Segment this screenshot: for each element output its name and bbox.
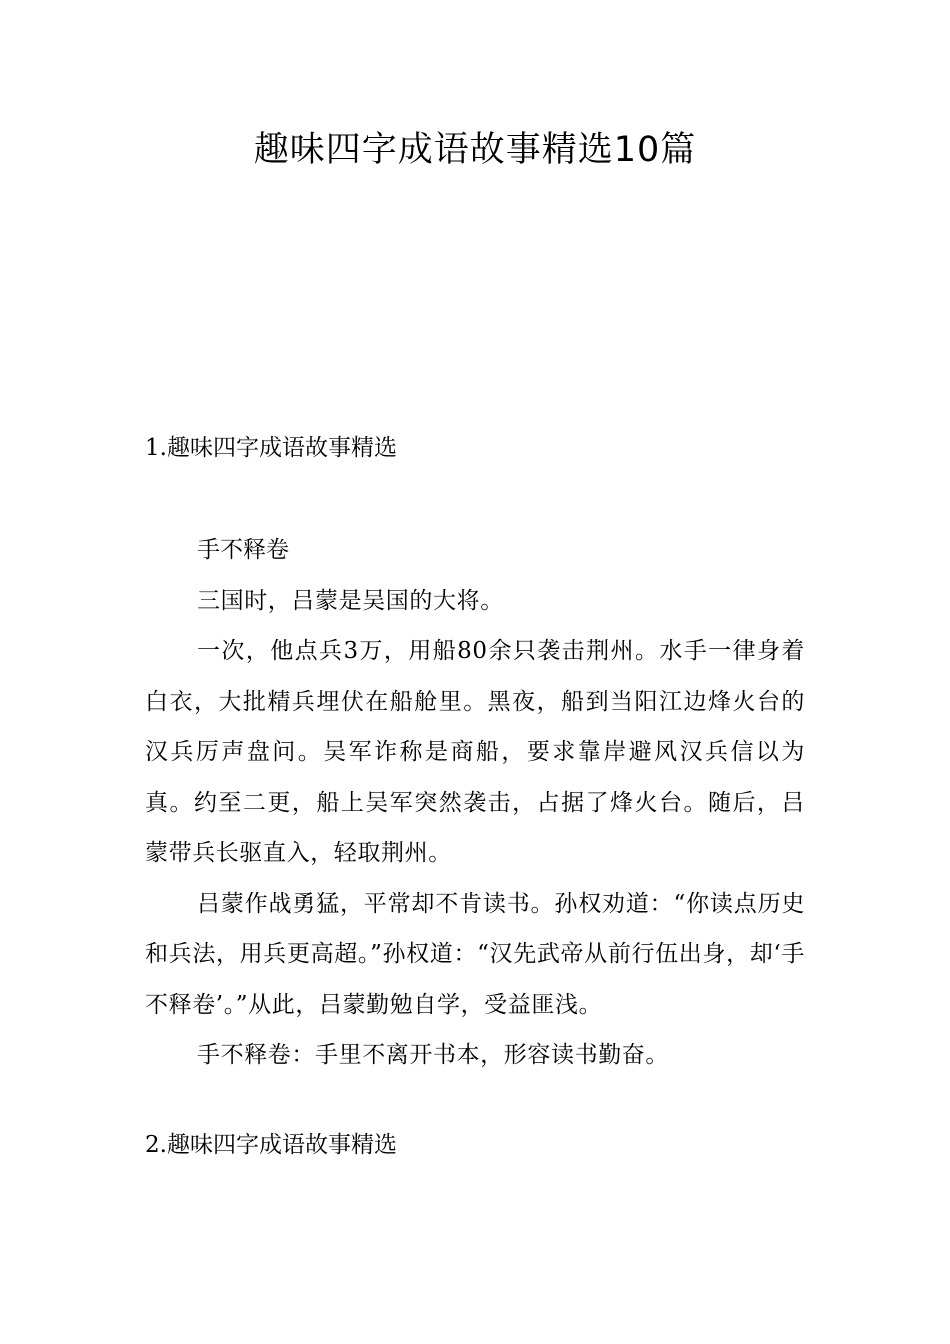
document-title: 趣味四字成语故事精选10篇	[253, 130, 697, 170]
paragraph-1: 三国时，吕蒙是吴国的大将。	[197, 587, 504, 614]
section-1-body	[145, 525, 805, 1081]
paragraph-3: 吕蒙作战勇猛，平常却不肯读书。孙权劝道：“你读点历史和兵法，用兵更高超。”孙权道：“汉先武帝从前行伍出身，却‘手不释卷’。”从此，吕蒙勤勉自学，受益匪浅。	[145, 890, 805, 1018]
paragraph-4: 手不释卷：手里不离开书本，形容读书勤奋。	[197, 1042, 669, 1068]
paragraph-2: 一次，他点兵3万，用船80余只袭击荆州。水手一律身着白衣，大批精兵埋伏在船舱里。黑夜，船到当阳江边烽火台的汉兵厉声盘问。吴军诈称是商船，要求靠岸避风汉兵信以为真。约至二更，船上吴军突然袭击，占据了烽火台。随后，吕蒙带兵长驱直入，轻取荆州。	[145, 638, 805, 866]
section-heading-2: 2.趣味四字成语故事精选	[145, 1132, 397, 1158]
section-heading-1: 1.趣味四字成语故事精选	[145, 435, 397, 461]
story-title: 手不释卷	[197, 537, 289, 563]
